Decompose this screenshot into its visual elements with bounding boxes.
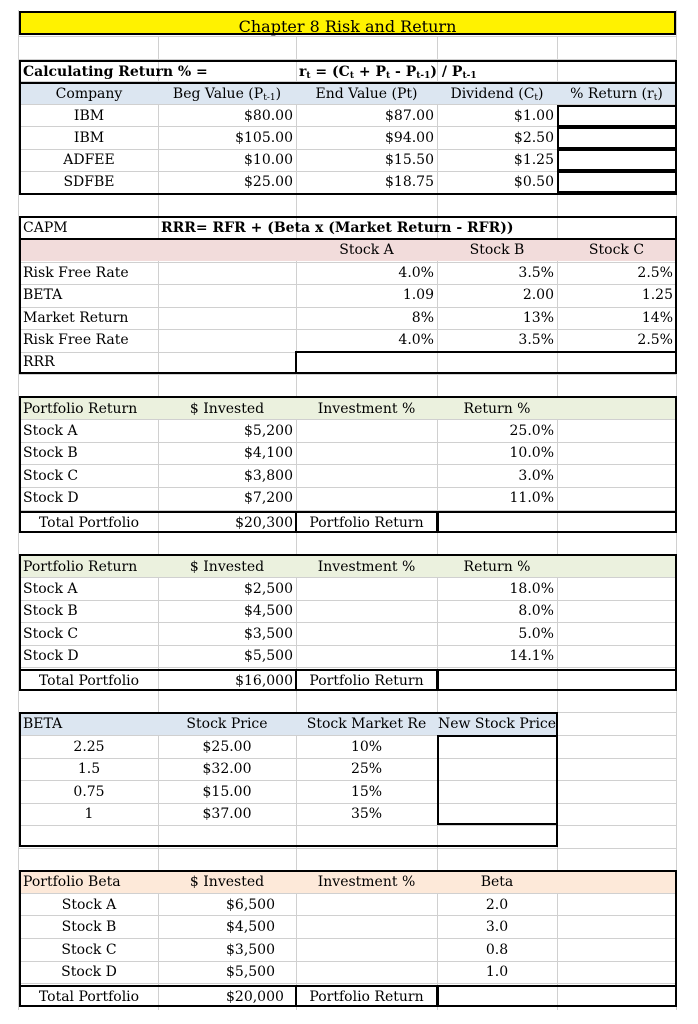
col-header-stock-b: Stock B: [469, 242, 525, 258]
return-input-cell[interactable]: [557, 149, 677, 171]
stock-name: Stock D: [23, 489, 79, 506]
col-header-stock-a: Stock A: [339, 242, 394, 258]
company-cell: IBM: [73, 130, 105, 146]
portfolio-return-label: Portfolio Return: [309, 673, 424, 689]
market-return-value: 15%: [350, 783, 383, 800]
beta-value: 0.8: [485, 941, 509, 958]
col-header-beg-value: Beg Value $(P_{t-1})$: [172, 86, 282, 103]
capm-row-label: Risk Free Rate: [23, 331, 129, 348]
invested-value: $2,500: [244, 581, 293, 597]
beg-value-cell: $80.00: [244, 108, 293, 124]
new-stock-price-inputs[interactable]: [437, 735, 558, 825]
invested-header: $ Invested: [189, 874, 265, 890]
capm-row-label: Market Return: [23, 309, 129, 326]
stock-name: Stock C: [61, 941, 117, 958]
stock-price-value: $25.00: [202, 739, 252, 755]
stock-name: Stock A: [23, 423, 78, 439]
stock-name: Stock D: [23, 647, 79, 664]
return-value: 11.0%: [509, 489, 554, 506]
beta-header: BETA: [23, 716, 63, 732]
stock-c-value: 14%: [641, 309, 673, 326]
total-portfolio-label: Total Portfolio: [38, 515, 140, 531]
beta-value: 3.0: [485, 919, 509, 936]
return-value: 25.0%: [509, 423, 554, 439]
invested-header: $ Invested: [189, 559, 265, 575]
return-pct-header: Return %: [463, 559, 531, 575]
end-value-cell: $15.50: [385, 152, 434, 168]
portfolio-return-label: Portfolio Return: [309, 515, 424, 531]
market-return-value: 10%: [350, 739, 383, 755]
stock-name: Stock A: [61, 897, 117, 913]
capm-row-label: BETA: [23, 287, 63, 304]
portfolio-beta-total: $20,000: [226, 989, 284, 1005]
stock-a-value: 4.0%: [398, 331, 434, 348]
return-value: 18.0%: [509, 581, 554, 597]
stock-price-value: $32.00: [202, 761, 252, 778]
stock-b-value: 3.5%: [518, 331, 554, 348]
col-header-company: Company: [55, 86, 123, 102]
col-header-dividend: Dividend $(C_t)$: [450, 86, 544, 103]
invested-value: $3,500: [226, 941, 275, 958]
return-value: 14.1%: [509, 647, 554, 664]
investment-pct-header: Investment %: [317, 559, 416, 575]
beta-value: 2.0: [485, 897, 509, 913]
portfolio-return-header: Portfolio Return: [23, 401, 138, 417]
total-invested-value: $16,000: [235, 673, 293, 689]
return-formula: $r_t = (C_t + P_t - P_{t-1}) / P_{t-1}$: [299, 64, 477, 81]
grid-line: [18, 848, 676, 849]
invested-value: $5,200: [244, 423, 293, 439]
rrr-input-cell[interactable]: [295, 351, 677, 374]
capm-label: CAPM: [23, 220, 68, 236]
invested-value: $5,500: [226, 963, 275, 980]
return-input-cell[interactable]: [557, 127, 677, 149]
portfolio-return-header: Portfolio Return: [23, 559, 138, 575]
stock-c-value: 2.5%: [637, 331, 673, 348]
total-invested-value: $20,300: [235, 515, 293, 531]
end-value-cell: $18.75: [385, 174, 434, 190]
stock-name: Stock C: [23, 625, 79, 642]
portfolio2-return-input[interactable]: [437, 669, 677, 691]
return-input-cell[interactable]: [557, 171, 677, 193]
stock-name: Stock A: [23, 581, 78, 597]
beta-value: 1: [84, 805, 94, 822]
return-value: 5.0%: [518, 625, 554, 642]
company-cell: ADFEE: [63, 152, 115, 168]
col-header-end-value: End Value (Pt): [315, 86, 418, 102]
dividend-cell: $2.50: [513, 130, 554, 146]
invested-header: $ Invested: [189, 401, 265, 417]
stock-a-value: 4.0%: [398, 265, 434, 281]
stock-b-value: 3.5%: [518, 265, 554, 281]
stock-b-value: 13%: [522, 309, 554, 326]
stock-a-value: 8%: [411, 309, 434, 326]
stock-name: Stock C: [23, 467, 79, 484]
investment-pct-header: Investment %: [317, 874, 416, 890]
investment-pct-header: Investment %: [317, 401, 416, 417]
invested-value: $4,500: [226, 919, 275, 936]
market-return-value: 35%: [350, 805, 383, 822]
portfolio-beta-header: Portfolio Beta: [23, 874, 121, 890]
company-cell: IBM: [73, 108, 105, 124]
portfolio-beta-return-label: Portfolio Return: [309, 989, 424, 1005]
beg-value-cell: $25.00: [244, 174, 293, 190]
invested-value: $4,100: [244, 445, 293, 462]
stock-c-value: 2.5%: [637, 265, 673, 281]
rrr-label: RRR: [23, 354, 55, 370]
col-header-stock-c: Stock C: [588, 242, 645, 258]
return-value: 10.0%: [509, 445, 554, 462]
dividend-cell: $1.00: [513, 108, 554, 124]
stock-a-value: 1.09: [402, 287, 434, 304]
beta-value: 1.0: [485, 963, 509, 980]
market-return-value: 25%: [350, 761, 383, 778]
beta-value: 1.5: [77, 761, 101, 778]
dividend-cell: $1.25: [513, 152, 554, 168]
return-value: 3.0%: [518, 467, 554, 484]
stock-price-value: $37.00: [202, 805, 252, 822]
stock-market-return-header: Stock Market Re: [306, 716, 427, 732]
invested-value: $6,500: [226, 897, 275, 913]
invested-value: $3,800: [244, 467, 293, 484]
beg-value-cell: $105.00: [235, 130, 293, 146]
invested-value: $7,200: [244, 489, 293, 506]
company-cell: SDFBE: [63, 174, 115, 190]
capm-formula: RRR= RFR + (Beta x (Market Return - RFR)): [161, 220, 514, 236]
stock-b-value: 2.00: [522, 287, 554, 304]
portfolio-beta-input[interactable]: [437, 985, 677, 1007]
stock-name: Stock D: [61, 963, 117, 980]
end-value-cell: $87.00: [385, 108, 434, 124]
beta-value: 0.75: [73, 783, 105, 800]
portfolio1-return-input[interactable]: [437, 511, 677, 533]
sheet-title: Chapter 8 Risk and Return: [238, 17, 457, 36]
col-header-return: % Return $(r_t)$: [570, 86, 663, 103]
new-stock-price-header: New Stock Price: [437, 716, 557, 732]
stock-name: Stock B: [23, 445, 78, 462]
portfolio-beta-total-label: Total Portfolio: [38, 989, 140, 1005]
invested-value: $3,500: [244, 625, 293, 642]
return-input-cell[interactable]: [557, 105, 677, 127]
grid-line: [18, 374, 676, 375]
return-value: 8.0%: [518, 603, 554, 620]
stock-price-header: Stock Price: [186, 716, 268, 732]
invested-value: $5,500: [244, 647, 293, 664]
stock-c-value: 1.25: [641, 287, 673, 304]
return-calc-label: Calculating Return % =: [23, 64, 208, 80]
stock-name: Stock B: [23, 603, 78, 620]
total-portfolio-label: Total Portfolio: [38, 673, 140, 689]
invested-value: $4,500: [244, 603, 293, 620]
return-pct-header: Return %: [463, 401, 531, 417]
beg-value-cell: $10.00: [244, 152, 293, 168]
dividend-cell: $0.50: [513, 174, 554, 190]
stock-name: Stock B: [61, 919, 117, 936]
capm-row-label: Risk Free Rate: [23, 265, 129, 281]
beta-col-header: Beta: [480, 874, 514, 890]
end-value-cell: $94.00: [385, 130, 434, 146]
beta-value: 2.25: [73, 739, 105, 755]
stock-price-value: $15.00: [202, 783, 252, 800]
